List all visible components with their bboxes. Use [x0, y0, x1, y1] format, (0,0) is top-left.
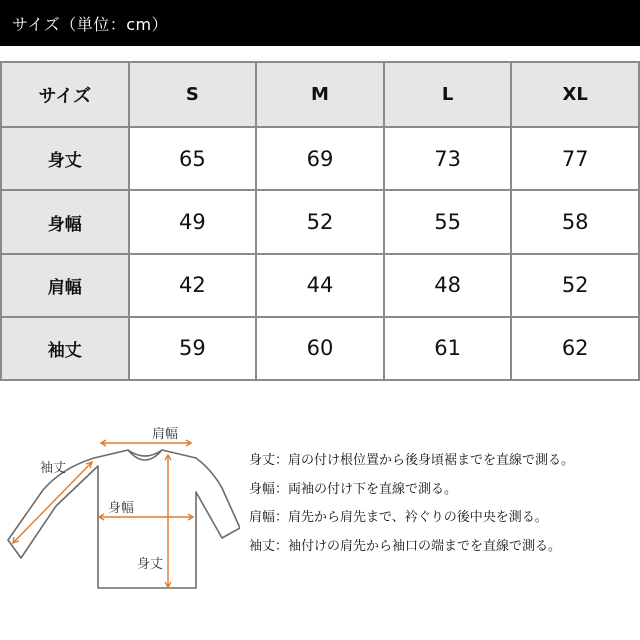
table-cell: 65: [129, 127, 257, 190]
note-width: 身幅：両袖の付け下を直線で測る。: [249, 481, 458, 497]
label-sleeve: 袖丈: [40, 461, 67, 476]
note-shoulder: 肩幅：肩先から肩先まで、衿ぐりの後中央を測る。: [249, 510, 548, 525]
table-header-row: [1, 62, 639, 127]
row-label: 袖丈: [1, 317, 129, 380]
table-cell: 52: [256, 190, 384, 253]
column-header-m: M: [256, 62, 384, 127]
page-title: サイズ（単位：cm）: [12, 15, 169, 34]
label-shoulder: 肩幅: [152, 427, 179, 442]
table-cell: 44: [256, 254, 384, 317]
table-row-shoulder: [1, 254, 639, 317]
note-length: 身丈：肩の付け根位置から後身頃裾までを直線で測る。: [249, 453, 575, 468]
table-cell: 55: [384, 190, 512, 253]
table-cell: 42: [129, 254, 257, 317]
header-bar: [0, 0, 640, 46]
size-table: [0, 61, 640, 381]
table-row-sleeve: [1, 317, 639, 380]
table-corner-label: サイズ: [1, 62, 129, 127]
label-length: 身丈: [137, 557, 164, 572]
table-cell: 60: [256, 317, 384, 380]
measurement-diagram: [0, 415, 240, 600]
column-header-s: S: [129, 62, 257, 127]
table-cell: 49: [129, 190, 257, 253]
column-header-l: L: [384, 62, 512, 127]
table-cell: 52: [511, 254, 639, 317]
table-cell: 69: [256, 127, 384, 190]
table-cell: 48: [384, 254, 512, 317]
table-cell: 77: [511, 127, 639, 190]
column-header-xl: XL: [511, 62, 639, 127]
label-width: 身幅: [108, 501, 135, 516]
row-label: 肩幅: [1, 254, 129, 317]
table-cell: 59: [129, 317, 257, 380]
measurement-notes: [249, 447, 634, 561]
table-row-length: [1, 127, 639, 190]
table-cell: 62: [511, 317, 639, 380]
note-sleeve: 袖丈：袖付けの肩先から袖口の端までを直線で測る。: [249, 538, 562, 554]
row-label: 身幅: [1, 190, 129, 253]
table-cell: 61: [384, 317, 512, 380]
table-cell: 73: [384, 127, 512, 190]
table-row-width: [1, 190, 639, 253]
row-label: 身丈: [1, 127, 129, 190]
table-cell: 58: [511, 190, 639, 253]
